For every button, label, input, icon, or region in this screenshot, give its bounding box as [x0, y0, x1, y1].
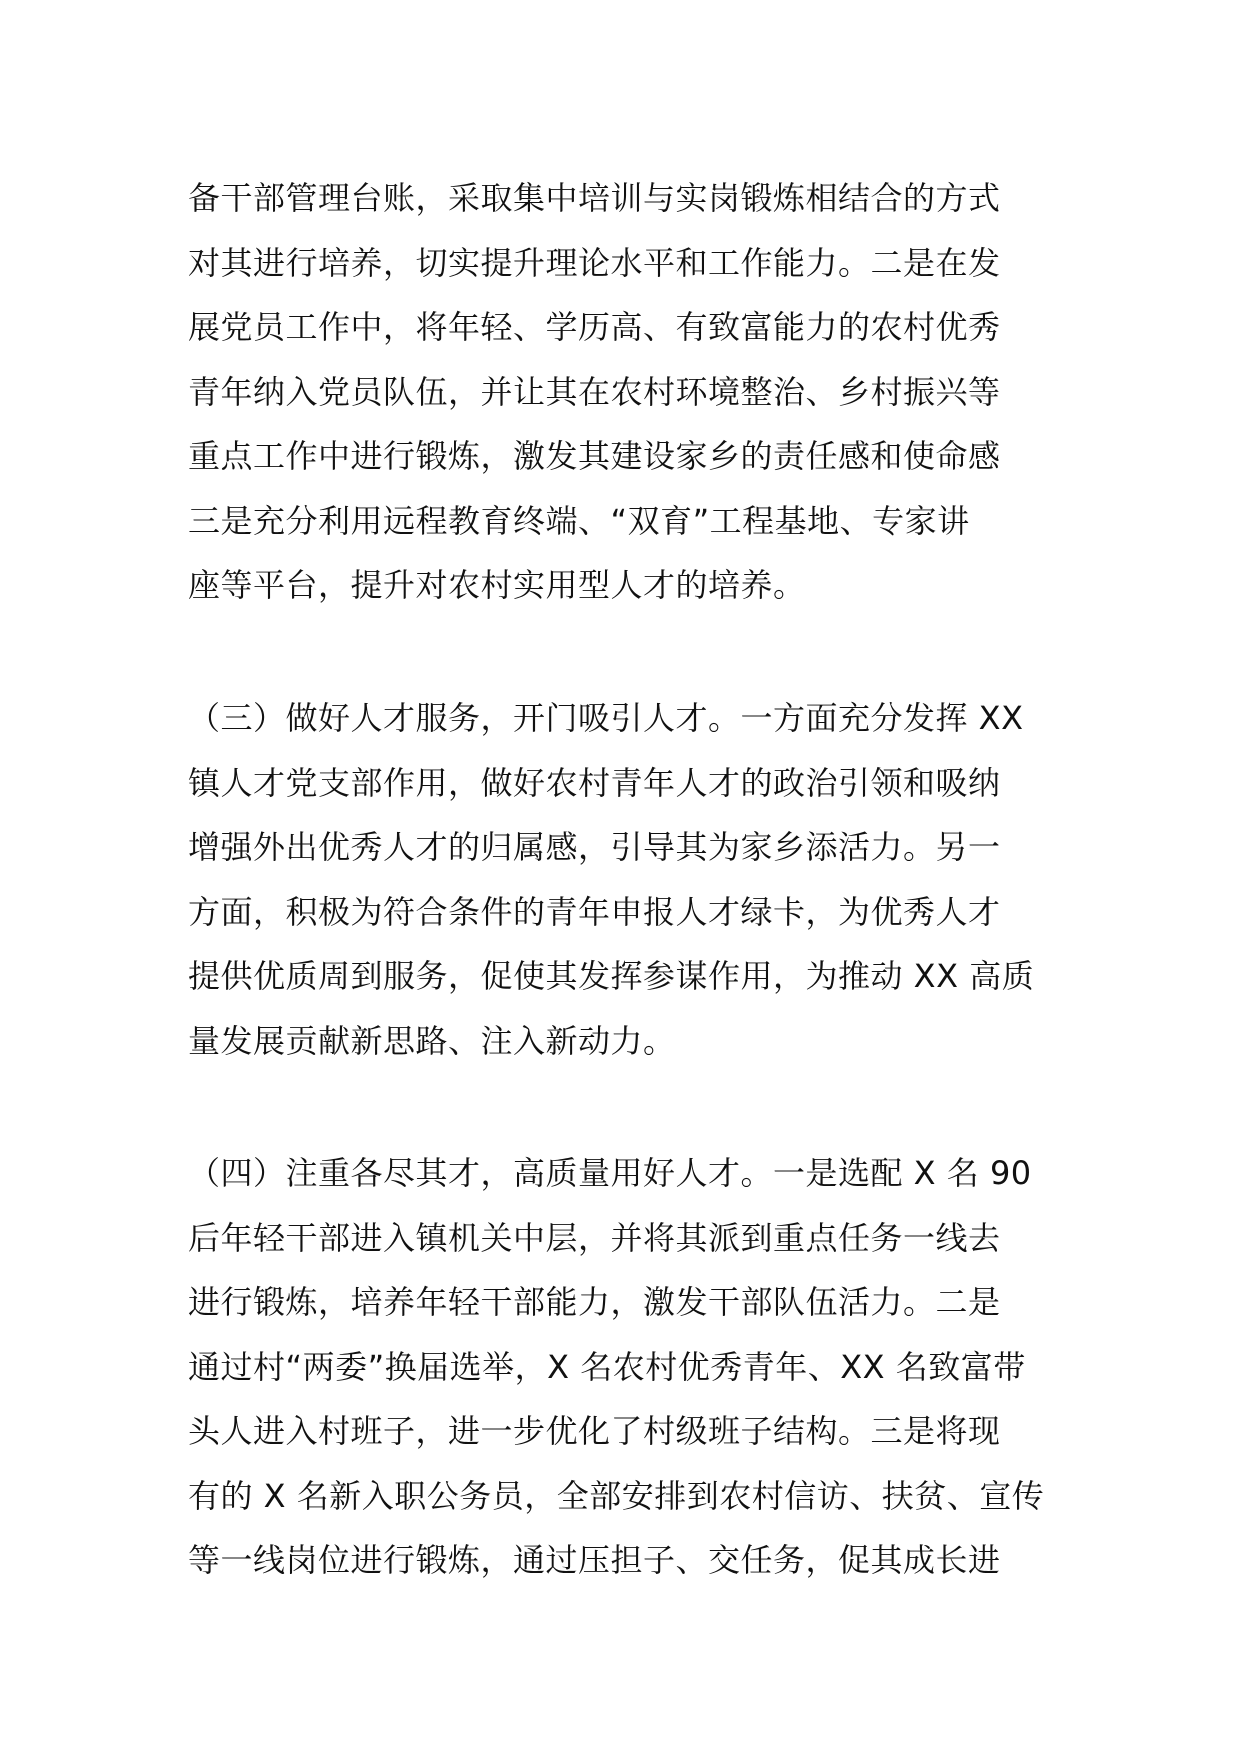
text-line: （三）做好人才服务，开门吸引人才。一方面充分发挥 XX [188, 699, 1024, 737]
paragraph-cadre-training [188, 166, 1068, 618]
text-line: 镇人才党支部作用，做好农村青年人才的政治引领和吸纳 [188, 763, 1001, 802]
text-line: 重点工作中进行锻炼，激发其建设家乡的责任感和使命感 [188, 437, 1001, 475]
text-line: 三是充分利用远程教育终端、“双育”工程基地、专家讲 [188, 501, 970, 540]
paragraph-talent-use [188, 1141, 1068, 1593]
text-line: 后年轻干部进入镇机关中层，并将其派到重点任务一线去 [188, 1218, 1001, 1257]
paragraph-talent-service [188, 686, 1068, 1073]
text-line: 座等平台，提升对农村实用型人才的培养。 [188, 566, 806, 604]
text-line: （四）注重各尽其才，高质量用好人才。一是选配 X 名 90 [188, 1154, 1032, 1192]
text-line: 有的 X 名新入职公务员，全部安排到农村信访、扶贫、宣传 [188, 1476, 1045, 1515]
text-line: 等一线岗位进行锻炼，通过压担子、交任务，促其成长进 [188, 1541, 1001, 1579]
text-line: 对其进行培养，切实提升理论水平和工作能力。二是在发 [188, 243, 1001, 282]
text-line: 青年纳入党员队伍，并让其在农村环境整治、乡村振兴等 [188, 372, 1001, 411]
text-line: 进行锻炼，培养年轻干部能力，激发干部队伍活力。二是 [188, 1283, 1001, 1321]
text-line: 提供优质周到服务，促使其发挥参谋作用，为推动 XX 高质 [188, 957, 1035, 995]
text-line: 备干部管理台账，采取集中培训与实岗锻炼相结合的方式 [188, 179, 1001, 217]
text-line: 通过村“两委”换届选举，X 名农村优秀青年、XX 名致富带 [188, 1347, 1026, 1386]
text-line: 头人进入村班子，进一步优化了村级班子结构。三是将现 [188, 1412, 1001, 1450]
text-line: 量发展贡献新思路、注入新动力。 [188, 1021, 676, 1060]
text-line: 增强外出优秀人才的归属感，引导其为家乡添活力。另一 [188, 828, 1001, 866]
text-line: 方面，积极为符合条件的青年申报人才绿卡，为优秀人才 [188, 892, 1001, 931]
text-line: 展党员工作中，将年轻、学历高、有致富能力的农村优秀 [188, 308, 1001, 346]
